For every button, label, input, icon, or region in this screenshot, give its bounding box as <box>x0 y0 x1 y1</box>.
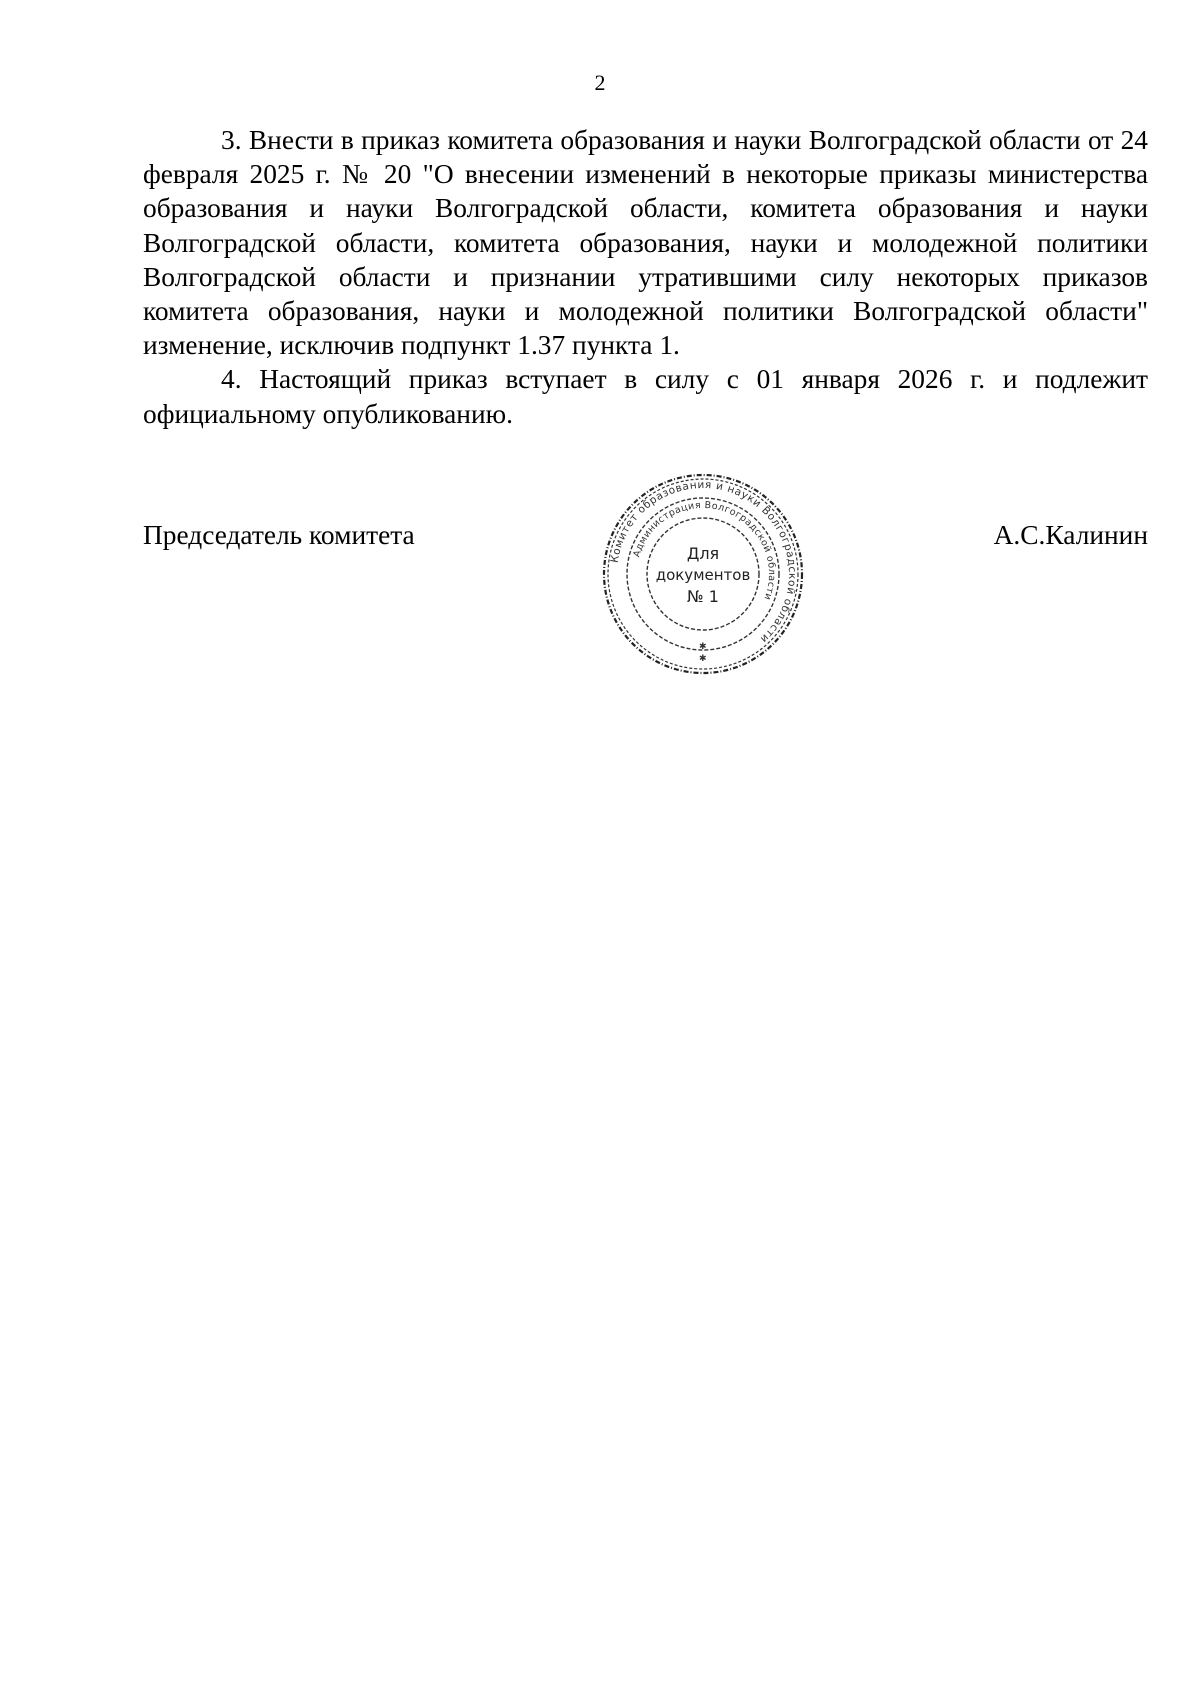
signatory-name: А.С.Калинин <box>993 520 1148 550</box>
paragraph-4: 4. Настоящий приказ вступает в силу с 01 января 2026 г. и подлежит официальному опубликованию. <box>143 364 1148 429</box>
stamp-line-2: документов <box>655 566 751 584</box>
page-number: 2 <box>594 70 606 95</box>
stamp-line-3: № 1 <box>687 587 719 606</box>
signatory-position: Председатель комитета <box>143 520 415 550</box>
stamp-outer-ring-text: Комитет образования и науки Волгоградской области <box>608 478 799 646</box>
stamp-star-icon <box>699 641 707 663</box>
stamp-line-1: Для <box>686 544 720 563</box>
document-body <box>143 123 1148 431</box>
stamp-inner-ring-text: Администрация Волгоградской области <box>631 499 778 602</box>
paragraph-3: 3. Внести в приказ комитета образования и науки Волгоградской области от 24 февраля 2025 г. № 20 "О внесении изменений в некоторые приказы министерства образования и науки Волгоградской области, комитета образования и науки Волгоградской области, комитета образования, науки и молодежной политики Волгоградской области и признании утратившими силу некоторых приказов комитета образования, науки и молодежной политики Волгоградской области" изменение, исключив подпункт 1.37 пункта 1. <box>143 125 1148 361</box>
svg-text:✱: ✱ <box>699 641 707 651</box>
official-seal <box>598 469 808 679</box>
svg-text:✱: ✱ <box>699 653 707 663</box>
